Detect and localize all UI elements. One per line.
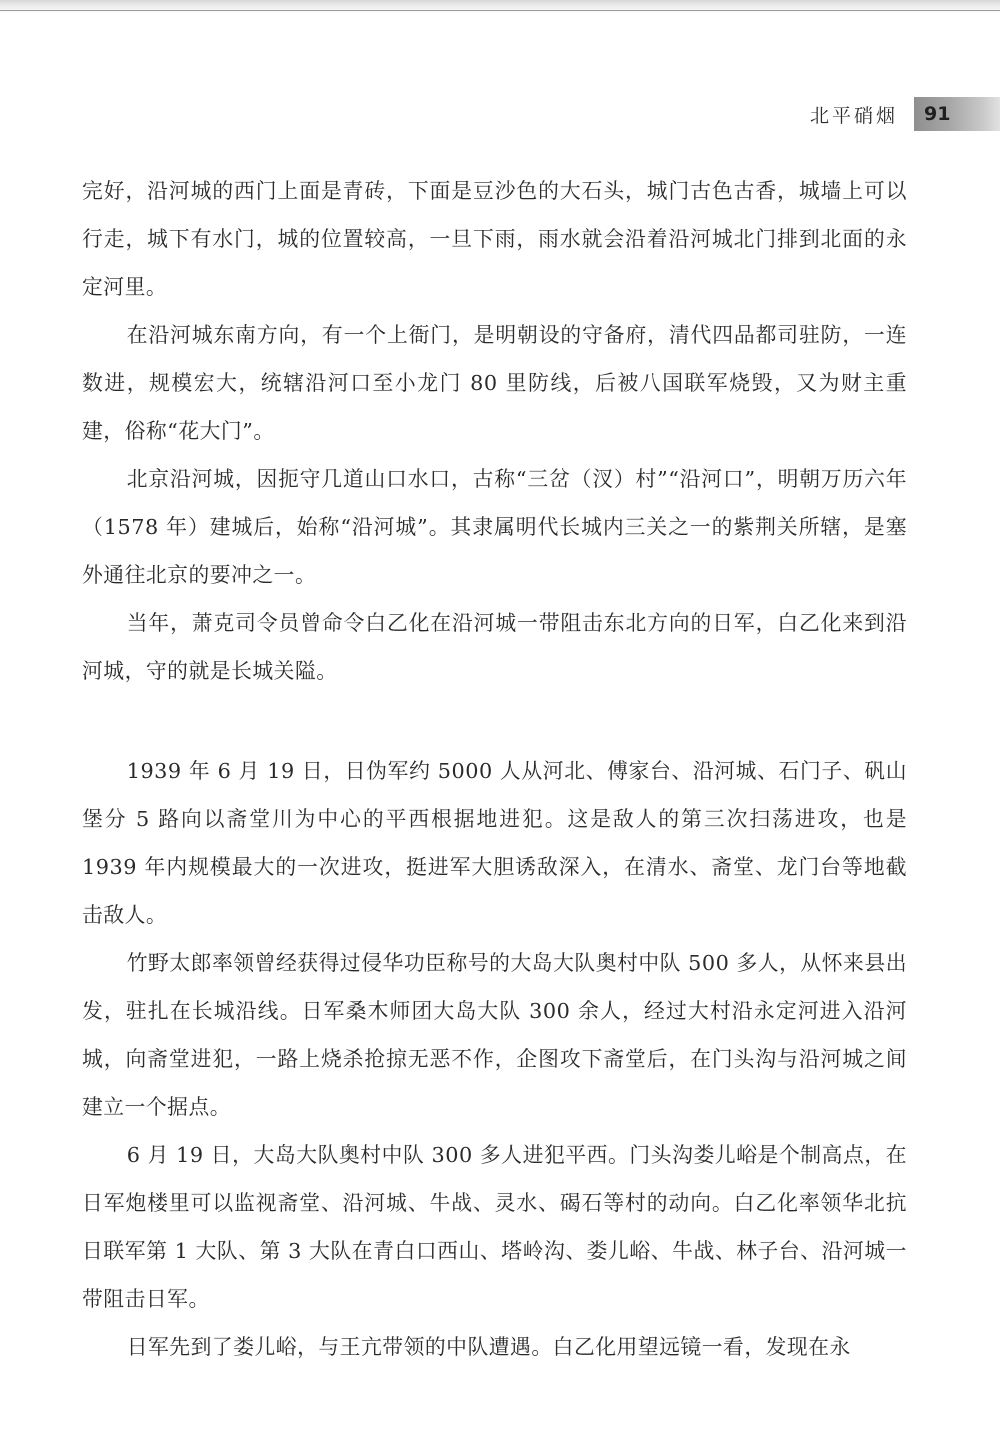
paragraph: 当年，萧克司令员曾命令白乙化在沿河城一带阻击东北方向的日军，白乙化来到沿河城，守的就是长城关隘。	[82, 611, 907, 683]
paragraph-continued: 完好，沿河城的西门上面是青砖，下面是豆沙色的大石头，城门古色古香，城墙上可以行走，城下有水门，城的位置较高，一旦下雨，雨水就会沿着沿河城北门排到北面的永定河里。	[82, 179, 907, 299]
running-header	[810, 97, 1000, 131]
paragraph: 1939 年 6 月 19 日，日伪军约 5000 人从河北、傅家台、沿河城、石门子、矾山堡分 5 路向以斋堂川为中心的平西根据地进犯。这是敌人的第三次扫荡进攻，也是 1939 年内规模最大的一次进攻，挺进军大胆诱敌深入，在清水、斋堂、龙门台等地截击敌人。	[82, 759, 907, 927]
page-number: 91	[924, 103, 951, 125]
page-number-tab	[914, 97, 1000, 131]
paragraph: 竹野太郎率领曾经获得过侵华功臣称号的大岛大队奥村中队 500 多人，从怀来县出发，驻扎在长城沿线。日军桑木师团大岛大队 300 余人，经过大村沿永定河进入沿河城，向斋堂进犯，一路上烧杀抢掠无恶不作，企图攻下斋堂后，在门头沟与沿河城之间建立一个据点。	[82, 951, 907, 1119]
running-title: 北平硝烟	[809, 104, 898, 127]
paragraph: 在沿河城东南方向，有一个上衙门，是明朝设的守备府，清代四品都司驻防，一连数进，规模宏大，统辖沿河口至小龙门 80 里防线，后被八国联军烧毁，又为财主重建，俗称“花大门”。	[82, 323, 907, 443]
paragraph: 日军先到了娄儿峪，与王亢带领的中队遭遇。白乙化用望远镜一看，发现在永	[126, 1335, 851, 1359]
section-break	[82, 695, 907, 747]
top-rule	[0, 10, 1000, 11]
body-text	[82, 167, 907, 1371]
paragraph: 6 月 19 日，大岛大队奥村中队 300 多人进犯平西。门头沟娄儿峪是个制高点，在日军炮楼里可以监视斋堂、沿河城、牛战、灵水、碣石等村的动向。白乙化率领华北抗日联军第 1 大队、第 3 大队在青白口西山、塔岭沟、娄儿峪、牛战、林子台、沿河城一带阻击日军。	[82, 1143, 907, 1311]
paragraph: 北京沿河城，因扼守几道山口水口，古称“三岔（汊）村”“沿河口”，明朝万历六年（1578 年）建城后，始称“沿河城”。其隶属明代长城内三关之一的紫荆关所辖，是塞外通往北京的要冲之一。	[82, 467, 907, 587]
scan-top-shadow	[0, 0, 1000, 14]
